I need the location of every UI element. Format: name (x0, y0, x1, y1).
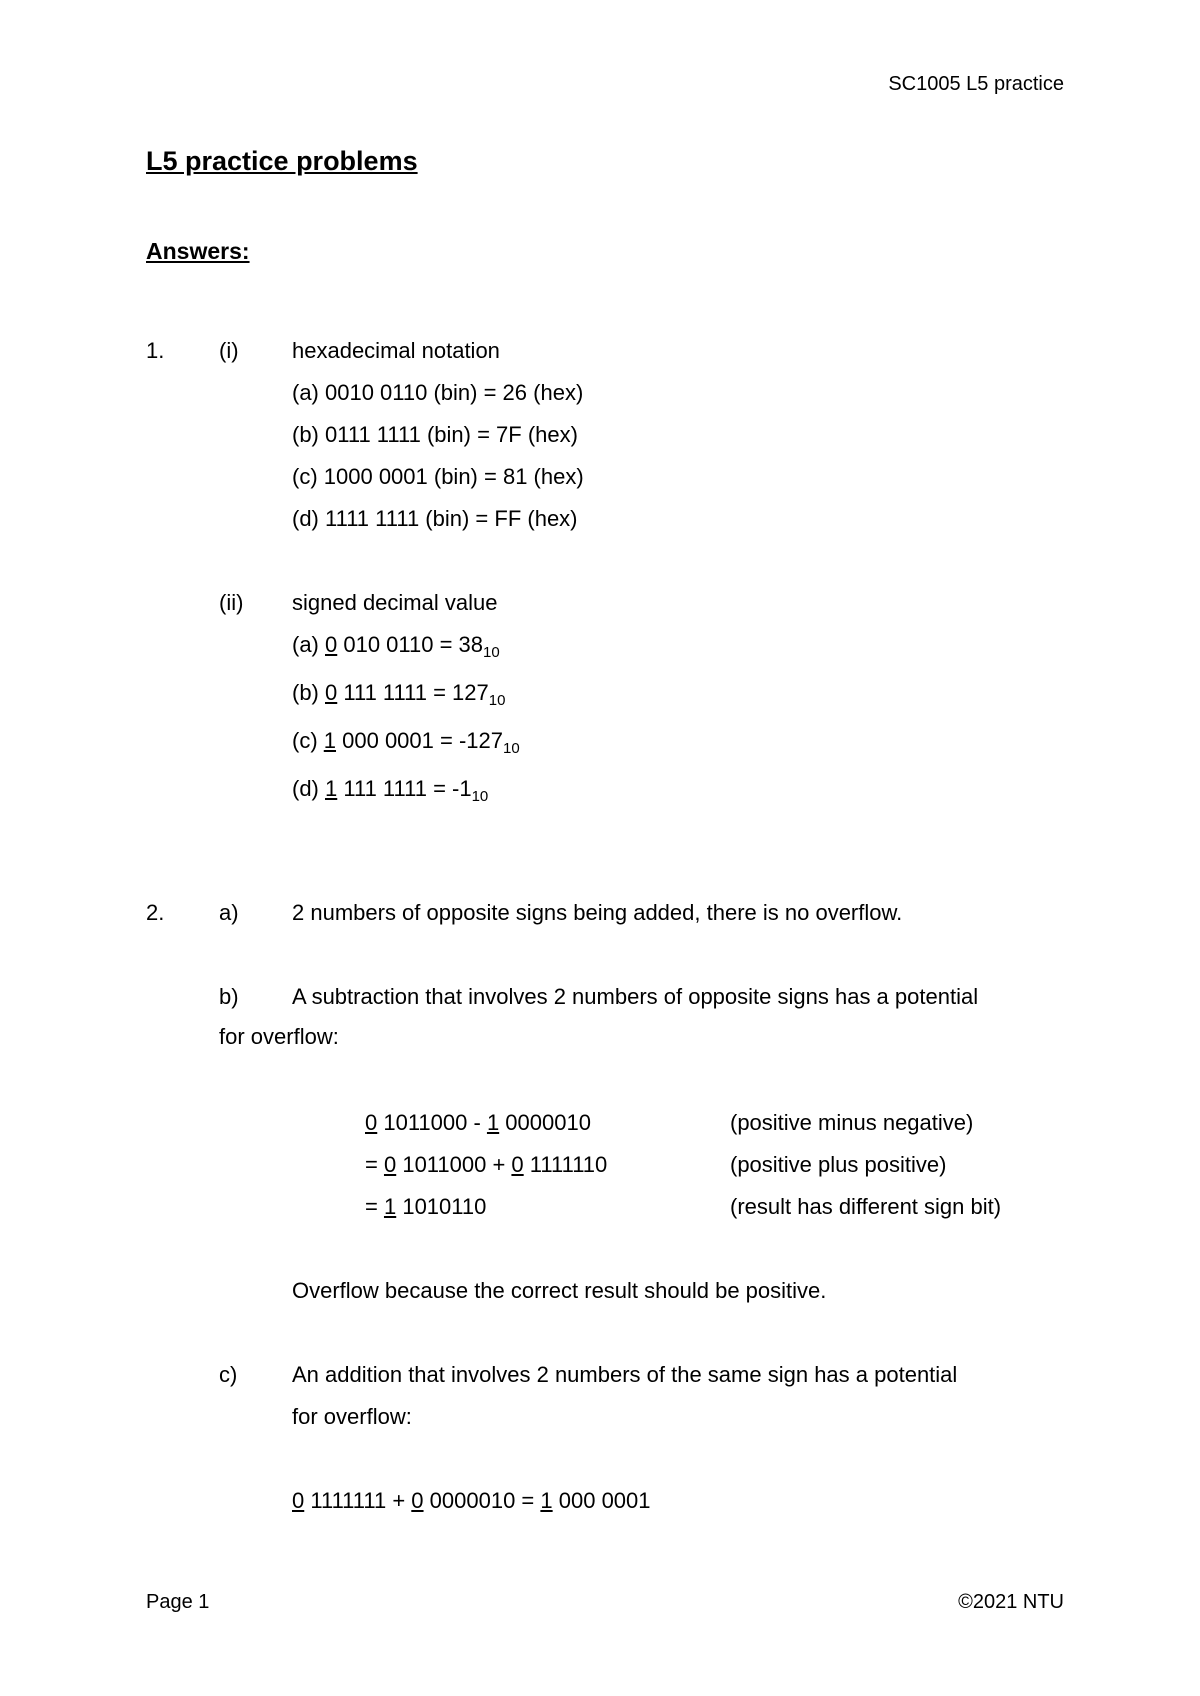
sign-bit: 1 (325, 776, 338, 801)
q2-c-equation: 0 1111111 + 0 0000010 = 1 000 0001 (292, 1488, 651, 1513)
q2-b-comment-3: (result has different sign bit) (730, 1194, 1002, 1219)
q1-i-item-d: (d) 1111 1111 (bin) = FF (hex) (292, 506, 578, 531)
q2-c-text-line2: for overflow: (292, 1404, 412, 1429)
q2-b-equation-2: = 0 1011000 + 0 1111110 (365, 1152, 608, 1177)
sign-bit: 0 (511, 1152, 524, 1177)
sign-bit: 0 (411, 1488, 424, 1513)
q1-part-ii-heading: signed decimal value (292, 590, 498, 615)
sign-bit: 0 (365, 1110, 378, 1135)
q2-a-text: 2 numbers of opposite signs being added, there is no overflow. (292, 900, 903, 925)
q1-i-item-b: (b) 0111 1111 (bin) = 7F (hex) (292, 422, 578, 447)
page-header: SC1005 L5 practice (888, 73, 1064, 95)
q2-a-label: a) (219, 900, 239, 925)
q2-number: 2. (146, 900, 165, 925)
q2-b-text-line2: for overflow: (219, 1024, 339, 1049)
sign-bit: 1 (383, 1194, 397, 1219)
q1-part-i-heading: hexadecimal notation (292, 338, 500, 363)
q2-b-label: b) (219, 984, 239, 1009)
q2-c-label: c) (219, 1362, 238, 1387)
q1-i-item-c: (c) 1000 0001 (bin) = 81 (hex) (292, 464, 584, 489)
page-title: L5 practice problems (146, 146, 418, 176)
base-subscript: 10 (483, 644, 500, 661)
q1-ii-item-c: (c) 1 000 $0001 = -127_{10}$ (292, 728, 520, 757)
answers-heading: Answers: (146, 238, 250, 264)
q1-part-ii-label: (ii) (219, 590, 244, 615)
sign-bit: 1 (540, 1488, 553, 1513)
q1-ii-item-d: (d) 1 111 $1111 = -1_{10}$ (292, 776, 489, 805)
sign-bit: 1 (486, 1110, 500, 1135)
q2-b-text-line1: A subtraction that involves 2 numbers of opposite signs has a potential (292, 984, 979, 1009)
page-number: Page 1 (146, 1591, 210, 1613)
base-subscript: 10 (488, 692, 506, 709)
base-subscript: 10 (471, 788, 489, 805)
sign-bit: 0 (325, 680, 338, 705)
q1-ii-item-b: (b) 0 111 $1111 = 127_{10}$ (292, 680, 506, 709)
q1-ii-item-a: (a) 0 010 $0110 = 38_{10}$ (292, 632, 500, 661)
q1-i-item-a: (a) 0010 0110 (bin) = 26 (hex) (292, 380, 584, 405)
q2-c-text-line1: An addition that involves 2 numbers of the same sign has a potential (292, 1362, 958, 1387)
q1-part-i-label: (i) (219, 338, 239, 363)
q2-b-conclusion: Overflow because the correct result should be positive. (292, 1278, 827, 1303)
q2-b-comment-2: (positive plus positive) (730, 1152, 947, 1177)
q2-b-comment-1: (positive minus negative) (730, 1110, 974, 1135)
sign-bit: 0 (383, 1152, 397, 1177)
copyright: ©2021 NTU (958, 1591, 1064, 1613)
sign-bit: 1 (323, 728, 337, 753)
sign-bit: 0 (325, 632, 338, 657)
sign-bit: 0 (292, 1488, 305, 1513)
q2-b-equation-1: 0 1011000 - 1 0000010 (365, 1110, 591, 1135)
q2-b-equation-3: = 1 1010110 (365, 1194, 487, 1219)
base-subscript: 10 (503, 740, 520, 757)
q1-number: 1. (146, 338, 165, 363)
